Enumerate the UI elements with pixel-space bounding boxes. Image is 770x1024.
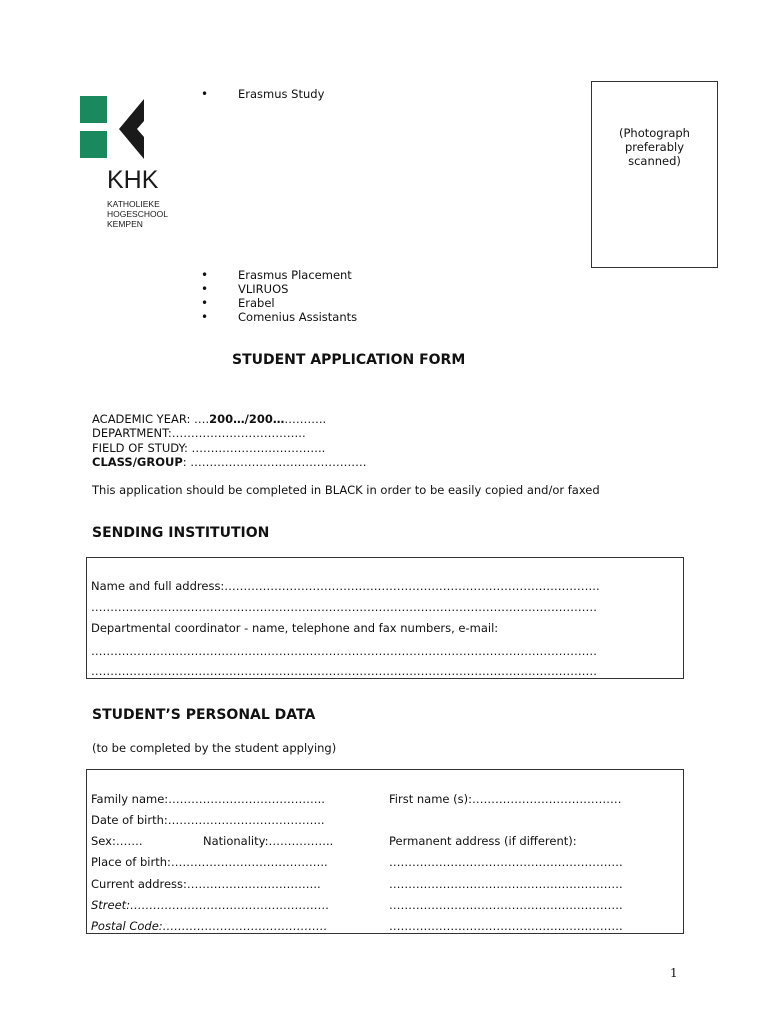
logo-line: HOGESCHOOL xyxy=(107,209,168,219)
permanent-address-dots: ……………………………………………………. xyxy=(389,877,623,891)
logo-square-top xyxy=(80,96,107,123)
class-group-line xyxy=(92,455,366,469)
name-address-line: Name and full address:…………………………………………………………………………………….. xyxy=(91,579,600,593)
list-item: • Erabel xyxy=(201,296,357,310)
completion-note: This application should be completed in BLACK in order to be easily copied and/or faxed xyxy=(92,483,600,497)
list-item: • VLIRUOS xyxy=(201,282,357,296)
permanent-address-label: Permanent address (if different): xyxy=(389,834,577,848)
street-line: Street:……………………………………………. xyxy=(91,898,330,912)
dotted-line: …………………………………………………………………………………………………………………… xyxy=(91,644,597,658)
academic-year-line xyxy=(92,412,366,426)
permanent-address-dots: ……………………………………………………. xyxy=(389,919,623,933)
dotted-line: …………………………………………………………………………………………………………………… xyxy=(91,600,597,614)
personal-data-box xyxy=(86,769,684,934)
program-list-bottom xyxy=(201,268,357,324)
logo-line: KATHOLIEKE xyxy=(107,199,160,209)
permanent-address-dots: ……………………………………………………. xyxy=(389,855,623,869)
dotted-line: …………………………………………………………………………………………………………………… xyxy=(91,664,597,678)
class-group-label: CLASS/GROUP xyxy=(92,455,183,470)
field-of-study-line: FIELD OF STUDY: …………………………….. xyxy=(92,440,326,455)
list-item: • Erasmus Placement xyxy=(201,268,357,282)
form-title: STUDENT APPLICATION FORM xyxy=(232,352,466,368)
date-of-birth-line: Date of birth:………………………………….. xyxy=(91,813,325,827)
nationality-line: Nationality:…………….. xyxy=(203,834,334,848)
photo-box-line: (Photograph xyxy=(619,126,690,140)
personal-data-subnote: (to be completed by the student applying) xyxy=(92,741,337,755)
academic-year-value: 200…/200… xyxy=(209,412,285,426)
list-item: • Erasmus Study xyxy=(201,87,324,101)
postal-code-line: Postal Code:……………………………………. xyxy=(91,919,328,933)
departmental-coordinator-line: Departmental coordinator - name, telephone and fax numbers, e-mail: xyxy=(91,621,499,635)
class-group-dots: : ………………………………………. xyxy=(182,455,367,470)
personal-data-heading: STUDENT’S PERSONAL DATA xyxy=(92,707,316,723)
logo-name: KHK xyxy=(107,166,159,194)
department-line: DEPARTMENT:…………………………….. xyxy=(92,426,306,441)
photo-box-line: preferably xyxy=(624,140,685,154)
logo-square-bottom xyxy=(80,131,107,158)
academic-year-dots: ……….. xyxy=(284,412,327,426)
place-of-birth-line: Place of birth:………………………………….. xyxy=(91,855,328,869)
program-list-top xyxy=(201,87,324,101)
logo-arrow-icon xyxy=(113,99,147,159)
sending-institution-heading: SENDING INSTITUTION xyxy=(92,525,270,541)
photo-box xyxy=(591,81,718,268)
family-name-line: Family name:………………………………….. xyxy=(91,792,325,806)
academic-year-label: ACADEMIC YEAR: …. xyxy=(92,412,210,426)
logo-line: KEMPEN xyxy=(107,219,143,229)
sending-institution-box xyxy=(86,557,684,679)
khk-logo xyxy=(80,96,180,236)
sex-line: Sex:……. xyxy=(91,834,143,848)
academic-block xyxy=(92,412,366,470)
list-item: • Comenius Assistants xyxy=(201,310,357,324)
page-number: 1 xyxy=(670,966,678,980)
photo-box-line: scanned) xyxy=(628,154,681,168)
first-name-line: First name (s):………………………………… xyxy=(389,792,622,806)
permanent-address-dots: ……………………………………………………. xyxy=(389,898,623,912)
current-address-line: Current address:…………………………….. xyxy=(91,877,321,891)
